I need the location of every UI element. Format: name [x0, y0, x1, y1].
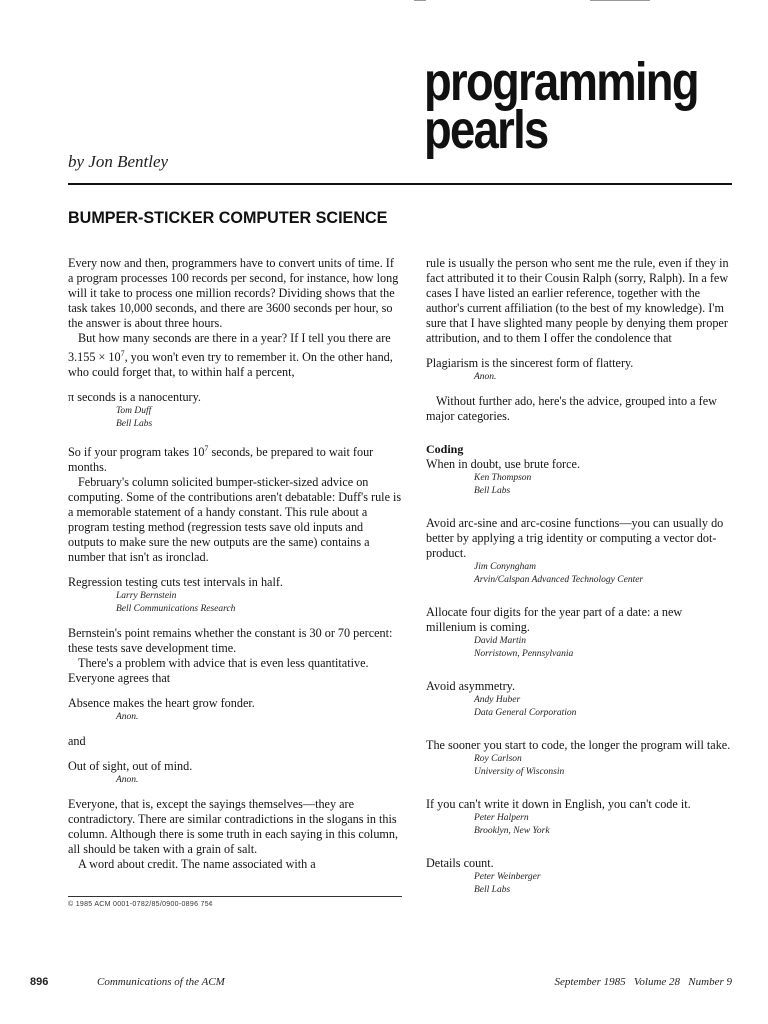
quote-block — [68, 759, 402, 787]
quote-text: Plagiarism is the sincerest form of flattery. — [426, 356, 634, 370]
paragraph: February's column solicited bumper-sticker-sized advice on computing. Some of the contributions aren't debatable: Duff's rule is a memorable statement of a handy constant. This rule about a program testing method (regression tests save old inputs and outputs to make sure the new outputs are the same) contains a number that isn't as ironclad. — [68, 475, 402, 565]
header-rule — [68, 183, 732, 185]
paragraph: There's a problem with advice that is even less quantitative. Everyone agrees that — [68, 656, 369, 686]
quote-author: Tom Duff — [116, 406, 152, 417]
quote-author: Anon. — [474, 372, 497, 382]
section-heading: Coding — [426, 442, 464, 456]
quote-text: If you can't write it down in English, you can't code it. — [426, 797, 691, 811]
copyright-rule — [68, 896, 402, 897]
paragraph: A word about credit. The name associated with a — [78, 857, 316, 872]
quote-author: Roy Carlson — [474, 754, 522, 764]
quote-affiliation: Data General Corporation — [474, 708, 577, 718]
quote-block — [426, 738, 732, 779]
issue-info: September 1985 Volume 28 Number 9 — [554, 976, 732, 988]
author-byline: by Jon Bentley — [68, 152, 169, 171]
quote-block — [68, 390, 402, 431]
quote-block — [426, 605, 732, 661]
quote-author: Ken Thompson — [474, 473, 532, 483]
quote-text: Out of sight, out of mind. — [68, 759, 193, 774]
paragraph: Without further ado, here's the advice, grouped into a few major categories. — [426, 394, 717, 423]
quote-author: Jim Conyngham — [474, 562, 537, 572]
quote-text: Regression testing cuts test intervals in half. — [68, 575, 283, 590]
quote-affiliation: Bell Labs — [116, 419, 153, 430]
paragraph: But how many seconds are there in a year? If I tell you there are $3.155 \times 10^7$, you won't even try to remember it. On the other hand, who could forget that, to within half a percent, — [68, 331, 393, 380]
paragraph: Bernstein's point remains whether the constant is 30 or 70 percent: these tests save development time. — [68, 626, 393, 656]
quote-affiliation: Bell Labs — [474, 885, 511, 895]
quote-affiliation: Brooklyn, New York — [474, 826, 550, 836]
paragraph: Every now and then, programmers have to convert units of time. If a program processes 100 records per second, for instance, how long will it take to process one million records? Dividing shows that the task takes 10,000 seconds, and there are 3600 seconds per hour, so the answer is about three hours. — [68, 256, 399, 330]
quote-text: Details count. — [426, 856, 494, 870]
quote-affiliation: University of Wisconsin — [474, 767, 565, 777]
quote-text: π seconds is a nanocentury. — [68, 390, 201, 405]
quote-text: Avoid asymmetry. — [426, 679, 516, 693]
quote-text: When in doubt, use brute force. — [426, 457, 580, 471]
left-column — [68, 256, 402, 872]
quote-affiliation: Norristown, Pennsylvania — [474, 649, 574, 659]
quote-author: Peter Halpern — [474, 813, 529, 823]
quote-block — [426, 679, 732, 720]
paragraph: Everyone, that is, except the sayings themselves—they are contradictory. There are similar contradictions in the slogans in this column. Although there is some truth in each saying in this column, all should be taken with a grain of salt. — [68, 797, 399, 857]
paragraph: and — [68, 734, 86, 749]
quote-block — [68, 575, 402, 616]
quote-block — [426, 856, 732, 897]
quote-block — [426, 797, 732, 838]
copyright-notice: © 1985 ACM 0001-0782/85/0900-0896 75¢ — [68, 901, 214, 908]
quote-author: Anon. — [116, 712, 139, 723]
quote-text: Absence makes the heart grow fonder. — [68, 696, 255, 711]
quote-author: Larry Bernstein — [116, 591, 177, 602]
page-number: 896 — [30, 976, 49, 988]
quote-author: David Martin — [474, 636, 526, 646]
quote-affiliation: Arvin/Calspan Advanced Technology Center — [474, 575, 644, 585]
paragraph: rule is usually the person who sent me the rule, even if they in fact attributed it to their Cousin Ralph (sorry, Ralph). In a few cases I have listed an earlier reference, together with the author's current affiliation (to the best of my knowledge). I'm sure that I have slighted many people by denying them proper attribution, and to them I offer the condolence that — [426, 256, 729, 345]
masthead-line-2: pearls — [424, 100, 548, 160]
quote-author: Andy Huber — [474, 695, 521, 705]
quote-block — [426, 457, 732, 498]
quote-author: Peter Weinberger — [474, 872, 541, 882]
quote-block — [68, 696, 402, 724]
journal-name: Communications of the ACM — [97, 976, 225, 988]
quote-text: The sooner you start to code, the longer the program will take. — [426, 738, 731, 752]
quote-text: Allocate four digits for the year part of a date: a new millenium is coming. — [426, 605, 683, 634]
masthead-line-1: programming — [424, 52, 698, 112]
paragraph: So if your program takes $10^7$ seconds, be prepared to wait four months. — [68, 444, 374, 475]
quote-author: Anon. — [116, 775, 139, 786]
quote-block — [426, 356, 732, 384]
article-title: BUMPER-STICKER COMPUTER SCIENCE — [68, 208, 388, 227]
quote-affiliation: Bell Communications Research — [116, 604, 236, 615]
quote-affiliation: Bell Labs — [474, 486, 511, 496]
quote-block — [426, 516, 732, 587]
quote-text: Avoid arc-sine and arc-cosine functions—you can usually do better by applying a trig identity or computing a vector dot-product. — [426, 516, 724, 560]
right-column — [426, 256, 732, 897]
column-masthead — [424, 52, 698, 160]
